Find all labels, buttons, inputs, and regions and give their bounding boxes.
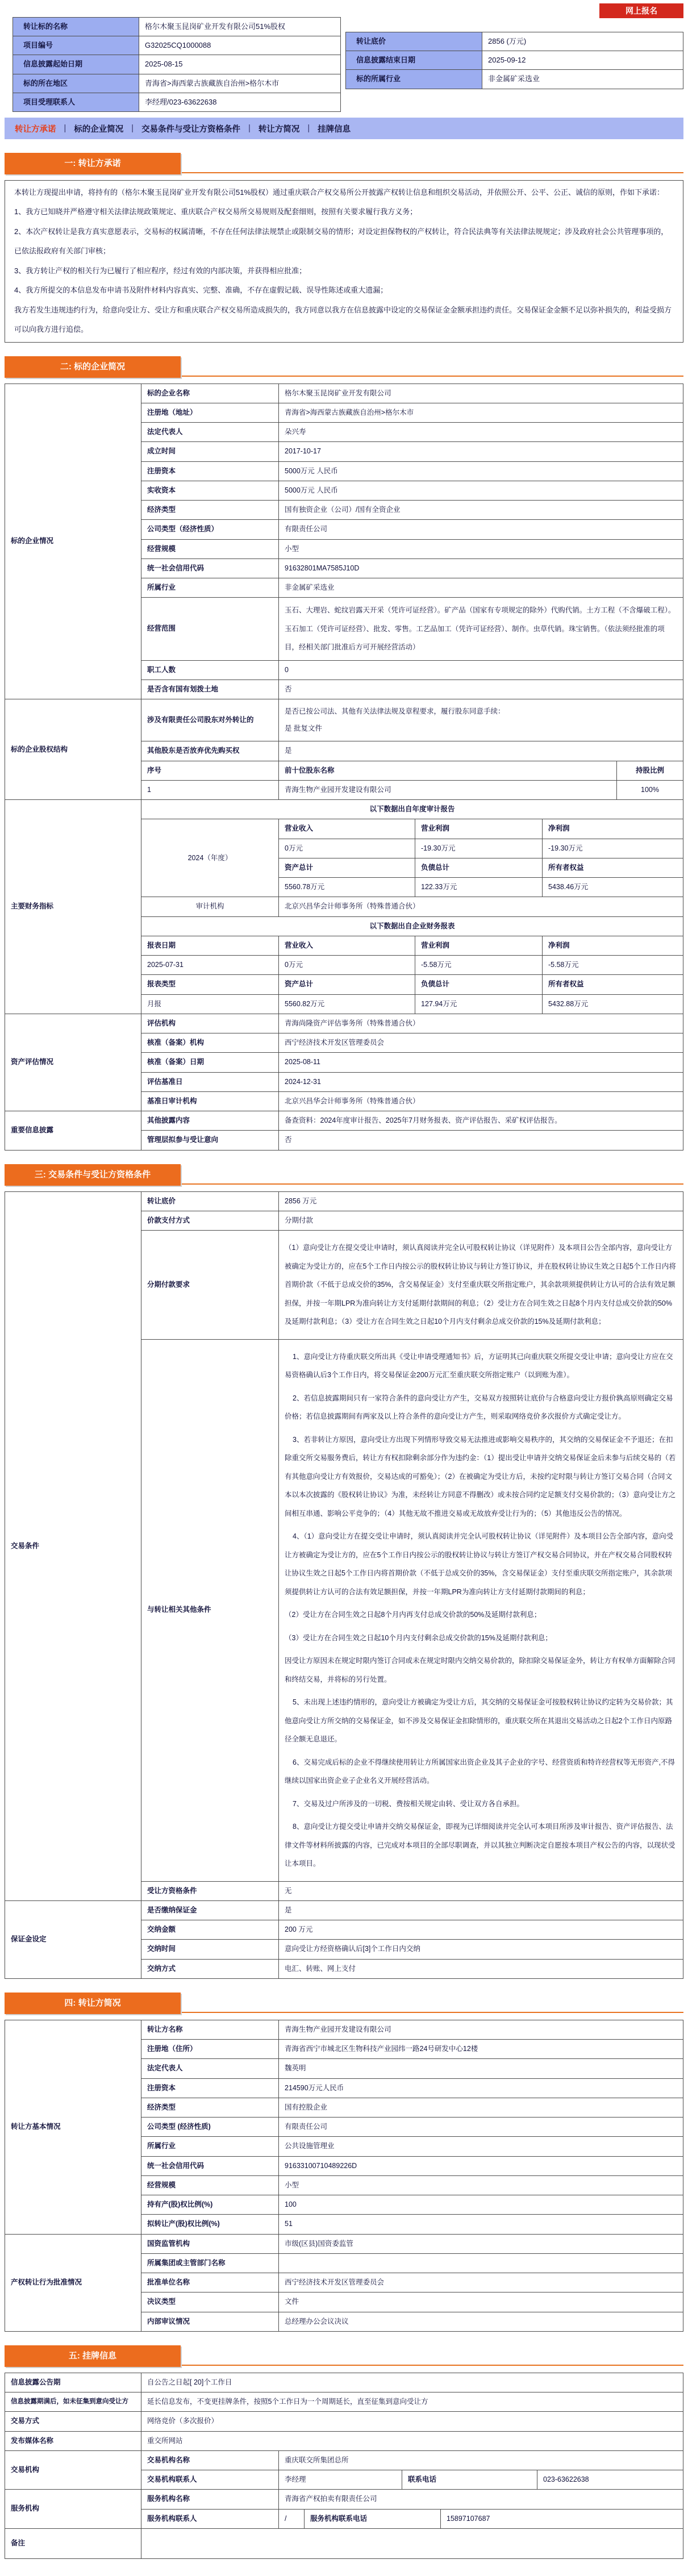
field-value: 备查资料：2024年度审计报告、2025年7月财务报表、资产评估报告、采矿权评估报告。 <box>279 1111 683 1131</box>
service-contact-phone: 15897107687 <box>441 2509 683 2528</box>
col-total-assets: 资产总计 <box>279 975 415 994</box>
field-label: 价款支付方式 <box>141 1211 279 1230</box>
field-value: 国有控股企业 <box>279 2098 683 2117</box>
field-label: 经济类型 <box>141 2098 279 2117</box>
group-label-transferor-basic: 转让方基本情况 <box>5 2020 141 2234</box>
field-value: 2017-10-17 <box>279 442 683 461</box>
remark-label: 备注 <box>5 2528 141 2558</box>
field-label: 国资监管机构 <box>141 2234 279 2253</box>
field-label: 经营规模 <box>141 539 279 558</box>
field-value: 青海省>海西蒙古族藏族自治州>格尔木市 <box>279 403 683 422</box>
col-net-profit: 净利润 <box>543 819 683 839</box>
consent-line: 是否已按公司法、其他有关法律法规及章程要求，履行股东同意手续： <box>285 707 505 716</box>
field-value: 51 <box>279 2215 683 2234</box>
service-contact-name: / <box>279 2509 305 2528</box>
shareholder-col-name: 前十位股东名称 <box>279 761 617 780</box>
section-title: 一: 转让方承诺 <box>5 153 181 174</box>
field-label: 基准日审计机构 <box>141 1091 279 1111</box>
auditor-name: 北京兴昌华会计师事务所（特殊普通合伙） <box>279 897 683 916</box>
floor-price: 2856 (万元) <box>482 32 683 51</box>
transferor-name: 青海生物产业园开发建设有限公司 <box>279 2020 683 2039</box>
col-owner-equity: 所有者权益 <box>543 975 683 994</box>
listing-info-table <box>5 2373 683 2451</box>
field-value: 小型 <box>279 539 683 558</box>
table-row <box>5 2234 683 2253</box>
field-label: 批准单位名称 <box>141 2273 279 2292</box>
table-row <box>5 1191 683 1211</box>
col-total-liabilities: 负债总计 <box>415 858 543 877</box>
group-label-key-disclosure: 重要信息披露 <box>5 1111 141 1151</box>
term-paragraph: 1、意向受让方待重庆联交所出具《受让申请受理通知书》后，方证明其已向重庆联交所提交受让申请；意向受让方应在交易资格确认后3个工作日内，将交易保证金200万元汇至重庆联交所指定账户（以到账为准）。 <box>285 1352 673 1379</box>
target-company-name: 格尔木聚玉昆岗矿业开发有限公司 <box>279 384 683 403</box>
field-label: 交易机构联系人 <box>141 2470 279 2490</box>
field-label: 核准（备案）机构 <box>141 1033 279 1053</box>
shareholder-consent-value <box>279 699 683 741</box>
group-label-equity-structure: 标的企业股权结构 <box>5 699 141 800</box>
field-value: 总经理办公会议决议 <box>279 2312 683 2331</box>
commitment-text-box <box>5 180 683 343</box>
field-value: 否 <box>279 1131 683 1150</box>
table-row <box>13 36 341 55</box>
transfer-target-name: 格尔木聚玉昆岗矿业开发有限公司51%股权 <box>139 18 341 36</box>
group-label-exchange-org: 交易机构 <box>5 2450 141 2490</box>
section-title: 三: 交易条件与受让方资格条件 <box>5 1164 181 1186</box>
field-label: 注册地（地址） <box>141 403 279 422</box>
target-industry: 非金属矿采选业 <box>482 70 683 89</box>
col-statement-date: 报表日期 <box>141 936 279 955</box>
online-signup-button[interactable]: 网上报名 <box>599 3 683 18</box>
field-label: 发布媒体名称 <box>5 2431 141 2450</box>
field-value: 自公告之日起[ 20]个工作日 <box>141 2373 683 2392</box>
field-value: 否 <box>279 680 683 699</box>
transferor-table <box>5 2020 683 2332</box>
table-row <box>5 2490 683 2509</box>
trade-method-value: 网络竞价（多次报价） <box>141 2412 683 2431</box>
commitment-paragraph: 2、本次产权转让是我方真实意愿表示，交易标的权属清晰，不存在任何法律法规禁止或限制交易的情形；对设定担保物权的产权转让，符合民法典等有关法律法规规定；涉及政府社会公共管理事项的，已依法报政府有关部门审核； <box>14 227 669 256</box>
field-label: 统一社会信用代码 <box>141 2156 279 2175</box>
group-label-service-org: 服务机构 <box>5 2490 141 2529</box>
field-label: 经营规模 <box>141 2175 279 2195</box>
col-total-assets: 资产总计 <box>279 858 415 877</box>
field-label: 成立时间 <box>141 442 279 461</box>
section-title: 二: 标的企业简况 <box>5 356 181 378</box>
table-row <box>5 699 683 741</box>
field-value: 青海省西宁市城北区生物科技产业园纬一路24号研发中心12楼 <box>279 2040 683 2059</box>
field-value <box>279 2253 683 2273</box>
statement-revenue: 0万元 <box>279 956 415 975</box>
field-value: 青海尚隆资产评估事务所（特殊普通合伙） <box>279 1014 683 1033</box>
table-row <box>5 2528 683 2558</box>
field-label: 交易机构名称 <box>141 2450 279 2470</box>
field-label: 服务机构联系人 <box>141 2509 279 2528</box>
group-label-evaluation: 资产评估情况 <box>5 1014 141 1111</box>
section-title: 四: 转让方简况 <box>5 1993 181 2014</box>
field-label: 转让底价 <box>346 32 482 51</box>
section-title: 五: 挂牌信息 <box>5 2345 181 2367</box>
field-label: 分期付款要求 <box>141 1231 279 1340</box>
col-net-profit: 净利润 <box>543 936 683 955</box>
table-row <box>5 2412 683 2431</box>
deposit-amount: 200 万元 <box>279 1920 683 1940</box>
field-value: 2025-08-11 <box>279 1053 683 1072</box>
shareholder-col-index: 序号 <box>141 761 279 780</box>
field-label: 评估基准日 <box>141 1072 279 1091</box>
col-operating-profit: 营业利润 <box>415 819 543 839</box>
field-label: 转让标的名称 <box>13 18 139 36</box>
col-total-liabilities: 负债总计 <box>415 975 543 994</box>
summary-left-table <box>12 17 341 112</box>
audit-revenue: 0万元 <box>279 839 415 858</box>
field-label: 信息披露结束日期 <box>346 51 482 70</box>
term-paragraph: 2、若信息披露期间只有一家符合条件的意向受让方产生，交易双方按照转让底价与合格意向受让方报价孰高原则确定交易价格；若信息披露期间有两家及以上符合条件的意向受让方产生，则采取网络竞价多次报价方式确定受让方。 <box>285 1394 673 1420</box>
summary-right-table <box>345 32 683 89</box>
section-header-5 <box>5 2342 683 2366</box>
field-value: 意向受让方经资格确认后[3]个工作日内交纳 <box>279 1940 683 1959</box>
field-value: 5000万元 人民币 <box>279 481 683 500</box>
field-label: 法定代表人 <box>141 2059 279 2078</box>
field-value: 公共设施管理业 <box>279 2137 683 2156</box>
section-header-4 <box>5 1989 683 2013</box>
field-value: 91633100710489226D <box>279 2156 683 2175</box>
remark-value <box>141 2528 683 2558</box>
project-contact: 李经理/023-63622638 <box>139 93 341 111</box>
group-label-target-enterprise: 标的企业情况 <box>5 384 141 699</box>
field-label: 内部审议情况 <box>141 2312 279 2331</box>
term-paragraph: （2）受让方在合同生效之日起8个月内再支付总成交价款的50%及延期付款利息； <box>285 1611 541 1619</box>
group-label-deposit: 保证金设定 <box>5 1900 141 1978</box>
summary-section <box>5 2 683 113</box>
commitment-paragraph: 3、我方转让产权的相关行为已履行了相应程序，经过有效的内部决策，并获得相应批准； <box>14 266 307 275</box>
field-label: 持有产(股)权比例(%) <box>141 2195 279 2215</box>
field-value: 西宁经济技术开发区管理委员会 <box>279 1033 683 1053</box>
statement-total-liabilities: 127.94万元 <box>415 994 543 1014</box>
section-header-2 <box>5 353 683 377</box>
field-label: 交易方式 <box>5 2412 141 2431</box>
commitment-paragraph: 1、我方已知晓并严格遵守相关法律法规政策规定、重庆联合产权交易所交易规则及配套细则，按照有关要求履行我方义务； <box>14 207 418 216</box>
statement-operating-profit: -5.58万元 <box>415 956 543 975</box>
field-value: 非金属矿采选业 <box>279 578 683 598</box>
statement-type: 月报 <box>141 994 279 1014</box>
term-paragraph: 因受让方原因未在规定时限内签订合同或未在规定时限内交纳交易价款的，除扣除交易保证金外，转让方有权单方面解除合同和终结交易，并将标的另行处置。 <box>285 1657 676 1683</box>
table-row <box>5 2431 683 2450</box>
installment-terms <box>279 1231 683 1340</box>
table-row <box>5 384 683 403</box>
field-value: 文件 <box>279 2292 683 2312</box>
field-value: 91632801MA7585J10D <box>279 558 683 578</box>
term-paragraph: （3）受让方在合同生效之日起10个月内支付剩余总成交价款的15%及延期付款利息； <box>285 1633 552 1642</box>
table-row <box>346 32 683 51</box>
table-row <box>13 93 341 111</box>
field-label: 联系电话 <box>402 2470 537 2490</box>
field-label: 公司类型 (经济性质) <box>141 2118 279 2137</box>
shareholder-name: 青海生物产业园开发建设有限公司 <box>279 780 617 799</box>
group-label-approval: 产权转让行为批准情况 <box>5 2234 141 2331</box>
term-paragraph: 6、交易完成后标的企业不得继续使用转让方所属国家出资企业及其子企业的字号、经营资质和特许经营权等无形资产,不得继续以国家出资企业子企业名义开展经营活动。 <box>285 1758 675 1785</box>
table-row <box>346 70 683 89</box>
audit-period: 2024（年度） <box>141 819 279 897</box>
commitment-paragraph: 本转让方现提出申请，将持有的（格尔木聚玉昆岗矿业开发有限公司51%股权）通过重庆联合产权交易所公开披露产权转让信息和组织交易活动，并依照公开、公平、公正、诚信的原则，作如下承诺： <box>14 188 665 197</box>
floor-price-value: 2856 万元 <box>279 1191 683 1211</box>
term-paragraph: 4、（1）意向受让方在提交受让申请时，须认真阅读并完全认可股权转让协议（详见附件）及本项目公告全部内容，意向受让方被确定为受让方的，应在5个工作日内按公示的股权转让协议与转让方签订产权交易合同协议，并在产权交易合同股权转让协议生效之日起5个工作日内将首期价款（不低于总成交价的35%，含交易保证金）支付至重庆联交所指定账户，其余款项须提供转让方认可的合法有效足额担保，并按一年期LPR为准向转让方支付延期付款期间的利息； <box>285 1532 674 1596</box>
audit-operating-profit: -19.30万元 <box>415 839 543 858</box>
payment-method-value: 分期付款 <box>279 1211 683 1230</box>
service-org-table <box>5 2489 683 2529</box>
field-label: 服务机构名称 <box>141 2490 279 2509</box>
field-value: 0 <box>279 660 683 680</box>
tab-bar <box>5 118 683 139</box>
field-label: 经营范围 <box>141 598 279 661</box>
service-org-name: 青海省产权拍卖有限责任公司 <box>279 2490 683 2509</box>
col-owner-equity: 所有者权益 <box>543 858 683 877</box>
shareholder-index: 1 <box>141 780 279 799</box>
statement-owner-equity: 5432.88万元 <box>543 994 683 1014</box>
field-label: 拟转让产(股)权比例(%) <box>141 2215 279 2234</box>
col-statement-type: 报表类型 <box>141 975 279 994</box>
term-paragraph: 8、意向受让方提交受让申请并交纳交易保证金，即视为已详细阅读并完全认可本项目所涉及审计报告、资产评估报告、法律文件等材料所披露的内容，已完成对本项目的全部尽职调查，并以其独立判断决定自愿按本项目产权公告的内容，以现状受让本项目。 <box>285 1823 676 1868</box>
table-row <box>13 74 341 93</box>
audit-owner-equity: 5438.46万元 <box>543 878 683 897</box>
exchange-contact-phone: 023-63622638 <box>537 2470 683 2490</box>
shareholder-ratio: 100% <box>617 780 683 799</box>
term-paragraph: 3、若非转让方原因，意向受让方出现下列情形导致交易无法推进或影响交易秩序的，其交纳的交易保证金不予退还；在扣除重交所交易服务费后，转让方有权扣除剩余部分作为违约金：（1）提出受让申请并交纳交易保证金后未参与后续交易的（若有其他意向受让方有效报价，交易达成的可豁免）；（2）在被确定为受让方后，未按约定时限与转让方签订交易合同（合同文本以本次披露的《股权转让协议》为准，未经转让方同意不得删改）或未按合同约定足额支付交易价款的；（3）意向受让方之间相互串通、影响公平竞争的；（4）其他无故不推进交易或无故放弃受让行为的；（5）其他违反公告的情况。 <box>285 1435 676 1518</box>
tab-transferor-profile[interactable]: 转让方简况 <box>258 124 300 134</box>
table-row <box>346 51 683 70</box>
field-label: 管理层拟参与受让意向 <box>141 1131 279 1150</box>
field-value: 市级(区县)国资委监管 <box>279 2234 683 2253</box>
remark-table <box>5 2528 683 2559</box>
tab-separator: | <box>248 124 251 133</box>
tab-listing-info[interactable]: 挂牌信息 <box>318 124 351 134</box>
field-value: 朵兴寿 <box>279 423 683 442</box>
col-revenue: 营业收入 <box>279 936 415 955</box>
disclosure-start-date: 2025-08-15 <box>139 55 341 74</box>
field-label: 交纳方式 <box>141 1959 279 1978</box>
field-value: 5000万元 人民币 <box>279 461 683 481</box>
field-value: 小型 <box>279 2175 683 2195</box>
field-label: 标的所在地区 <box>13 74 139 93</box>
section-header-3 <box>5 1161 683 1185</box>
col-operating-profit: 营业利润 <box>415 936 543 955</box>
exchange-org-name: 重庆联交所集团总所 <box>279 2450 683 2470</box>
disclosure-end-date: 2025-09-12 <box>482 51 683 70</box>
tab-separator: | <box>307 124 310 133</box>
field-value: 延长信息发布，不变更挂牌条件，按照5个工作日为一个周期延长，直至征集到意向受让方 <box>141 2392 683 2412</box>
field-value: 国有独资企业（公司）/国有全资企业 <box>279 501 683 520</box>
field-label: 项目受理联系人 <box>13 93 139 111</box>
term-paragraph: 7、交易及过户所涉及的一切税、费按相关规定由转、受让双方各自承担。 <box>293 1799 524 1808</box>
field-value: 西宁经济技术开发区管理委员会 <box>279 2273 683 2292</box>
field-label: 实收资本 <box>141 481 279 500</box>
field-value: 电汇、转账、网上支付 <box>279 1959 683 1978</box>
statement-header: 以下数据出自企业财务报表 <box>141 916 683 936</box>
statement-date: 2025-07-31 <box>141 956 279 975</box>
field-label: 项目编号 <box>13 36 139 55</box>
field-value: 魏英明 <box>279 2059 683 2078</box>
field-label: 信息披露起始日期 <box>13 55 139 74</box>
group-label-financials: 主要财务指标 <box>5 800 141 1014</box>
target-enterprise-table <box>5 384 683 700</box>
project-number: G32025CQ1000088 <box>139 36 341 55</box>
table-row <box>5 1111 683 1131</box>
field-label: 其他股东是否放弃优先购买权 <box>141 741 279 761</box>
col-revenue: 营业收入 <box>279 819 415 839</box>
field-label: 与转让相关其他条件 <box>141 1339 279 1881</box>
installment-text: （1）意向受让方在提交受让申请时，须认真阅读并完全认可股权转让协议（详见附件）及本项目公告全部内容，意向受让方被确定为受让方的，应在5个工作日内按公示的股权转让协议与转让方签订协议，并在股权转让协议生效之日起5个工作日内将首期价款（不低于总成交价的35%，含交易保证金）支付至重庆联交所指定账户，其余款项须提供转让方认可的合法有效足额担保，并按一年期LPR为准向转让方支付延期付款期间的利息；（2）受让方在合同生效之日起8个月内支付总成交价款的50%及延期付款利息；（3）受让方在合同生效之日起10个月内支付剩余总成交价款的15%及延期付款利息； <box>285 1244 676 1325</box>
field-label: 是否含有国有划拨土地 <box>141 680 279 699</box>
field-label: 所属行业 <box>141 578 279 598</box>
field-label: 法定代表人 <box>141 423 279 442</box>
table-row <box>5 2450 683 2470</box>
tab-trade-conditions[interactable]: 交易条件与受让方资格条件 <box>141 124 241 134</box>
audit-total-assets: 5560.78万元 <box>279 878 415 897</box>
field-label: 是否缴纳保证金 <box>141 1900 279 1920</box>
auditor-label: 审计机构 <box>141 897 279 916</box>
trade-conditions-table <box>5 1191 683 1979</box>
table-row <box>5 1900 683 1920</box>
field-label: 统一社会信用代码 <box>141 558 279 578</box>
field-label: 涉及有限责任公司股东对外转让的 <box>141 699 279 741</box>
field-label: 标的企业名称 <box>141 384 279 403</box>
field-label: 受让方资格条件 <box>141 1881 279 1900</box>
field-label: 交纳时间 <box>141 1940 279 1959</box>
field-value: 重交所网站 <box>141 2431 683 2450</box>
field-label: 核准（备案）日期 <box>141 1053 279 1072</box>
field-label: 转让底价 <box>141 1191 279 1211</box>
field-value: 北京兴昌华会计师事务所（特殊普通合伙） <box>279 1091 683 1111</box>
table-row <box>5 1014 683 1033</box>
tab-separator: | <box>131 124 134 133</box>
field-value: 214590万元人民币 <box>279 2078 683 2098</box>
field-value: 2024-12-31 <box>279 1072 683 1091</box>
other-transfer-terms <box>279 1339 683 1881</box>
field-label: 标的所属行业 <box>346 70 482 89</box>
transferee-qualification: 无 <box>279 1881 683 1900</box>
audit-report-header: 以下数据出自年度审计报告 <box>141 800 683 819</box>
field-label: 信息披露期满后，如未征集到意向受让方 <box>5 2392 141 2412</box>
field-label: 职工人数 <box>141 660 279 680</box>
group-label-trade-conditions: 交易条件 <box>5 1191 141 1900</box>
statement-net-profit: -5.58万元 <box>543 956 683 975</box>
field-label: 注册资本 <box>141 461 279 481</box>
field-label: 注册地（住所） <box>141 2040 279 2059</box>
statement-total-assets: 5560.82万元 <box>279 994 415 1014</box>
evaluation-table <box>5 1014 683 1151</box>
field-label: 评估机构 <box>141 1014 279 1033</box>
field-label: 所属集团或主管部门名称 <box>141 2253 279 2273</box>
commitment-paragraph: 我方若发生违规违约行为，给意向受让方、受让方和重庆联合产权交易所造成损失的，我方同意以我方在信息披露中设定的交易保证金金额承担违约责任。交易保证金金额不足以弥补损失的，利益受损方可以向我方进行追偿。 <box>14 305 672 334</box>
exchange-org-table <box>5 2450 683 2490</box>
table-row <box>13 18 341 36</box>
equity-structure-table <box>5 699 683 800</box>
field-value: 100 <box>279 2195 683 2215</box>
field-value: 有限责任公司 <box>279 2118 683 2137</box>
tab-separator: | <box>64 124 66 133</box>
field-value: 有限责任公司 <box>279 520 683 539</box>
term-paragraph: 5、未出现上述违约情形的，意向受让方被确定为受让方后，其交纳的交易保证金可按股权转让协议约定转为交易价款；其他意向受让方所交纳的交易保证金，如不涉及交易保证金扣除情形的，重庆联交所在其退出交易活动之日起2个工作日内原路径全额无息退还。 <box>285 1698 673 1743</box>
table-row <box>5 2020 683 2039</box>
field-label: 其他披露内容 <box>141 1111 279 1131</box>
financial-indicators-table <box>5 799 683 1014</box>
table-row <box>5 2373 683 2392</box>
field-label: 决议类型 <box>141 2292 279 2312</box>
field-value: 是 <box>279 741 683 761</box>
target-region: 青海省>海西蒙古族藏族自治州>格尔木市 <box>139 74 341 93</box>
audit-net-profit: -19.30万元 <box>543 839 683 858</box>
audit-total-liabilities: 122.33万元 <box>415 878 543 897</box>
field-label: 交纳金额 <box>141 1920 279 1940</box>
tab-target-enterprise[interactable]: 标的企业简况 <box>74 124 124 134</box>
field-value: 是 <box>279 1900 683 1920</box>
field-label: 服务机构联系电话 <box>305 2509 441 2528</box>
table-row <box>5 800 683 819</box>
field-label: 转让方名称 <box>141 2020 279 2039</box>
consent-line: 是 批复文件 <box>285 724 322 732</box>
tab-transferor-commitment[interactable]: 转让方承诺 <box>15 124 56 134</box>
field-label: 注册资本 <box>141 2078 279 2098</box>
exchange-contact-name: 李经理 <box>279 2470 402 2490</box>
shareholder-col-ratio: 持股比例 <box>617 761 683 780</box>
field-label: 经济类型 <box>141 501 279 520</box>
field-label: 所属行业 <box>141 2137 279 2156</box>
field-label: 信息披露公告期 <box>5 2373 141 2392</box>
table-row <box>13 55 341 74</box>
business-scope: 玉石、大理岩、蛇纹岩露天开采（凭许可证经营）。矿产品（国家有专项规定的除外）代购代销。土方工程（不含爆破工程）。玉石加工（凭许可证经营）、批发、零售。工艺品加工（凭许可证经营）、制作。虫草代销。珠宝销售。（依法须经批准的项目，经相关部门批准后方可开展经营活动） <box>279 598 683 661</box>
section-header-1 <box>5 149 683 173</box>
field-label: 公司类型（经济性质） <box>141 520 279 539</box>
commitment-paragraph: 4、我方所提交的本信息发布申请书及附件材料内容真实、完整、准确，不存在虚假记载、误导性陈述或重大遗漏； <box>14 286 388 295</box>
table-row <box>5 2392 683 2412</box>
